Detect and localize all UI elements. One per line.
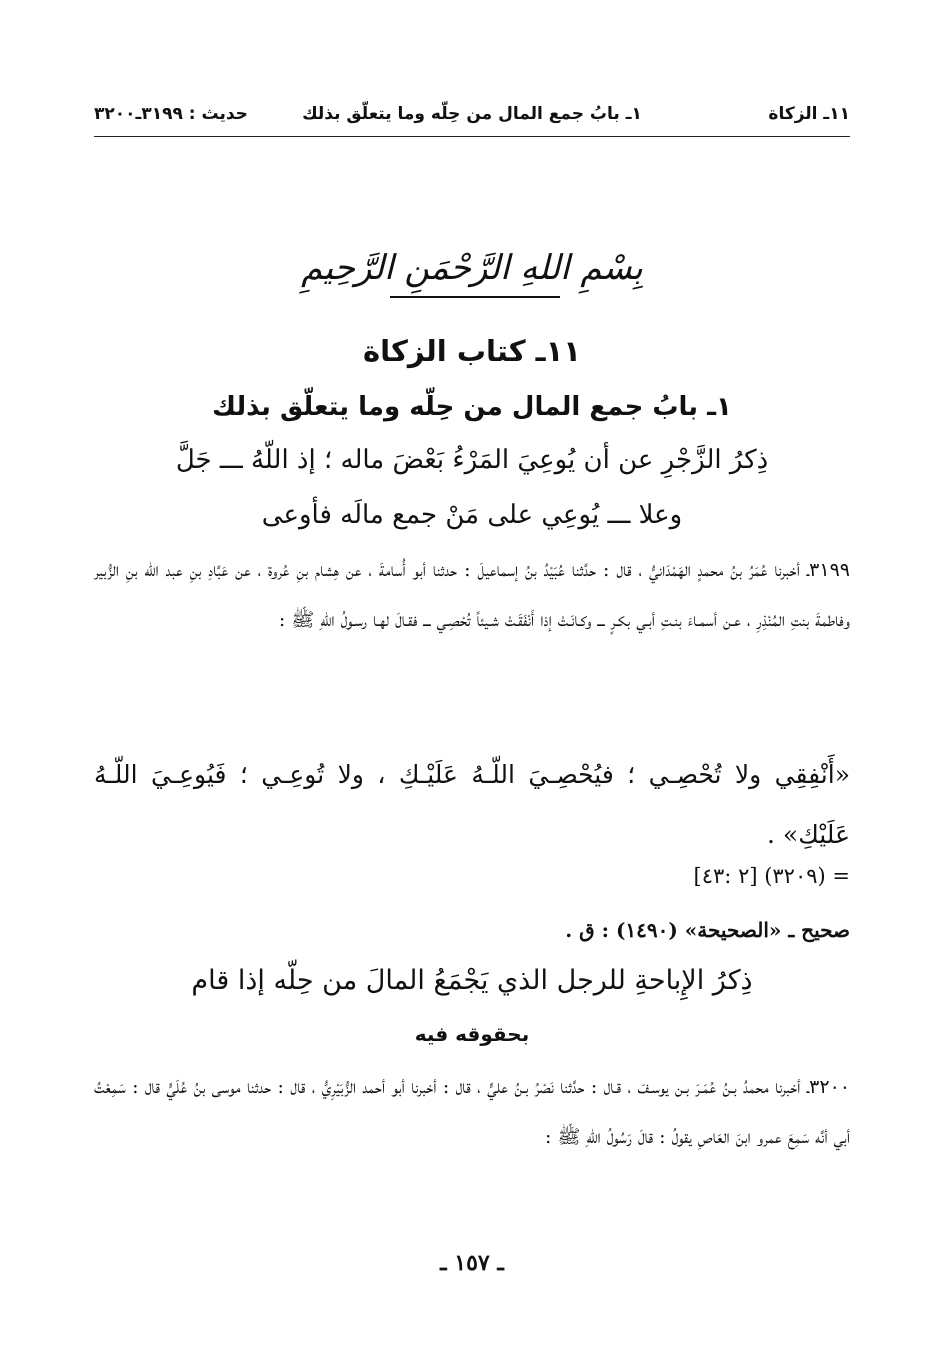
hadith-3199-quote: «أَنْفِقِي ولا تُحْصِـي ؛ فيُحْصِـيَ اللّـهُ عَلَيْـكِ ، ولا تُوعِـي ؛ فَيُوعِـيَ اللّـهُ عَلَيْكِ» .: [94, 760, 850, 849]
hadith-3200-text: ٣٢٠٠ـ أخبرنا محمدُ بـنُ عُمَـرَ بـن يوسـفَ ، قـال : حدَّثنا نَصْرُ بـنُ عليٍّ ، قال : أخبرنا أبو أحمد الزُّبَيْرِيُّ ، قال : حدثنا موسى بنُ عُلَيٍّ قال : سَمِعْتُ أبي أنَّه سَمِعَ عمرو ابنَ العَاصِ يقولُ : قالَ رَسُولُ اللّهِ ﷺ :: [94, 1076, 850, 1148]
section-heading-1-line-2: وعلا ـــ يُوعِي على مَنْ جمع مالَه فأوعى: [261, 500, 683, 530]
hadith-3199-grading: صحيح ـ «الصحيحة» (١٤٩٠) : ق .: [565, 918, 850, 942]
header-book-label: ١١ـ الزكاة: [768, 104, 850, 124]
chapter-title: ١ـ بابُ جمع المال من حِلّه وما يتعلّق بذلك: [212, 392, 732, 422]
basmala-underline: [390, 296, 560, 298]
hadith-3199-text: ٣١٩٩ـ أخبرنا عُمَرُ بنُ محمدٍ الهَمْدَانيُّ ، قال : حدَّثنا عُبَيْدُ بنُ إسماعيلَ : حدثنا أبو أُسامةَ ، عن هِشام بنِ عُروة ، عن عَبَّادِ بنِ عبد اللّه بنِ الزُّبير وفاطمةَ بنتِ المُنْذِرِ ، عـن أسمـاءَ بنـتِ أبـي بكـرٍ ـــ وكـانَـتْ إذا أَنْفَقَـتْ شـيئاً تُحْصِـي ـــ فقـالَ لهـا رسـولُ اللّهِ ﷺ :: [94, 559, 850, 631]
page-number: ـ ١٥٧ ـ: [440, 1250, 504, 1276]
book-title: ١١ـ كتاب الزكاة: [363, 334, 581, 368]
section-heading-2-line-1: ذِكرُ الإِباحةِ للرجل الذي يَجْمَعُ المالَ من حِلّه إذا قام: [191, 965, 753, 996]
section-heading-2-line-2: بحقوقه فيه: [414, 1022, 530, 1046]
section-heading-1-line-1: ذِكرُ الزَّجْرِ عن أن يُوعِيَ المَرْءُ بَعْضَ ماله ؛ إذ اللّهُ ـــ جَلَّ: [175, 445, 769, 475]
running-header: [94, 100, 850, 137]
hadith-3199-reference: = (٣٢٠٩) [٢ :٤٣]: [693, 864, 850, 888]
header-chapter-label: ١ـ بابُ جمع المال من حِلّه وما يتعلّق بذلك: [302, 104, 642, 124]
header-hadith-range: حديث : ٣١٩٩ـ٣٢٠٠: [94, 104, 248, 124]
basmala: بِسْمِ اللهِ الرَّحْمَنِ الرَّحِيمِ: [301, 248, 643, 288]
